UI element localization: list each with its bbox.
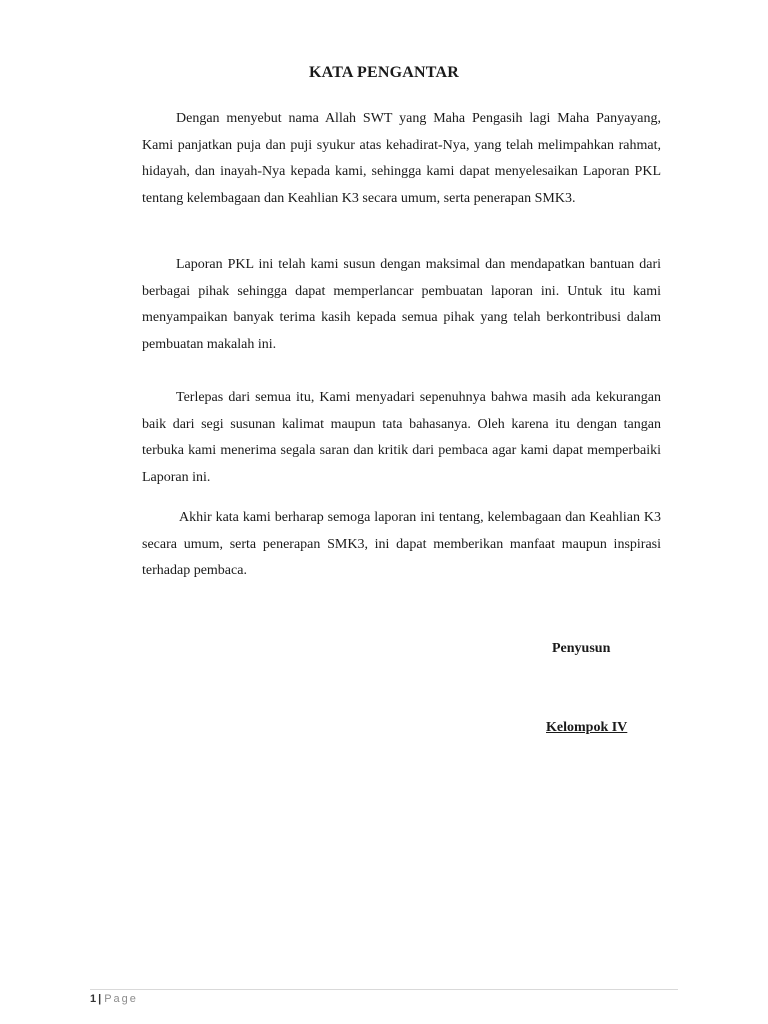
paragraph-4 [142, 505, 661, 585]
footer-divider [90, 989, 678, 990]
page-footer [90, 993, 138, 1005]
paragraph-2 [142, 252, 661, 358]
signature-author: Penyusun [552, 641, 611, 656]
page-number: 1 [90, 993, 97, 1005]
paragraph-text: Dengan menyebut nama Allah SWT yang Maha Pengasih lagi Maha Panyayang, Kami panjatkan puja dan puji syukur atas kehadirat-Nya, yang telah melimpahkan rahmat, hidayah, dan inayah-Nya kepada kami, sehingga kami dapat menyelesaikan Laporan PKL tentang kelembagaan dan Keahlian K3 secara umum, serta penerapan SMK3. [142, 111, 661, 206]
paragraph-3 [142, 385, 661, 491]
signature-group: Kelompok IV [546, 720, 628, 735]
paragraph-1 [142, 106, 661, 212]
page-label: Page [104, 993, 138, 1005]
footer-separator: | [98, 993, 102, 1005]
paragraph-text: Akhir kata kami berharap semoga laporan ini tentang, kelembagaan dan Keahlian K3 secara umum, serta penerapan SMK3, ini dapat memberikan manfaat maupun inspirasi terhadap pembaca. [142, 510, 661, 578]
paragraph-text: Terlepas dari semua itu, Kami menyadari sepenuhnya bahwa masih ada kekurangan baik dari segi susunan kalimat maupun tata bahasanya. Oleh karena itu dengan tangan terbuka kami menerima segala saran dan kritik dari pembaca agar kami dapat memperbaiki Laporan ini. [142, 390, 661, 485]
paragraph-text: Laporan PKL ini telah kami susun dengan maksimal dan mendapatkan bantuan dari berbagai pihak sehingga dapat memperlancar pembuatan laporan ini. Untuk itu kami menyampaikan banyak terima kasih kepada semua pihak yang telah berkontribusi dalam pembuatan makalah ini. [142, 257, 661, 352]
page-title: KATA PENGANTAR [309, 64, 459, 81]
